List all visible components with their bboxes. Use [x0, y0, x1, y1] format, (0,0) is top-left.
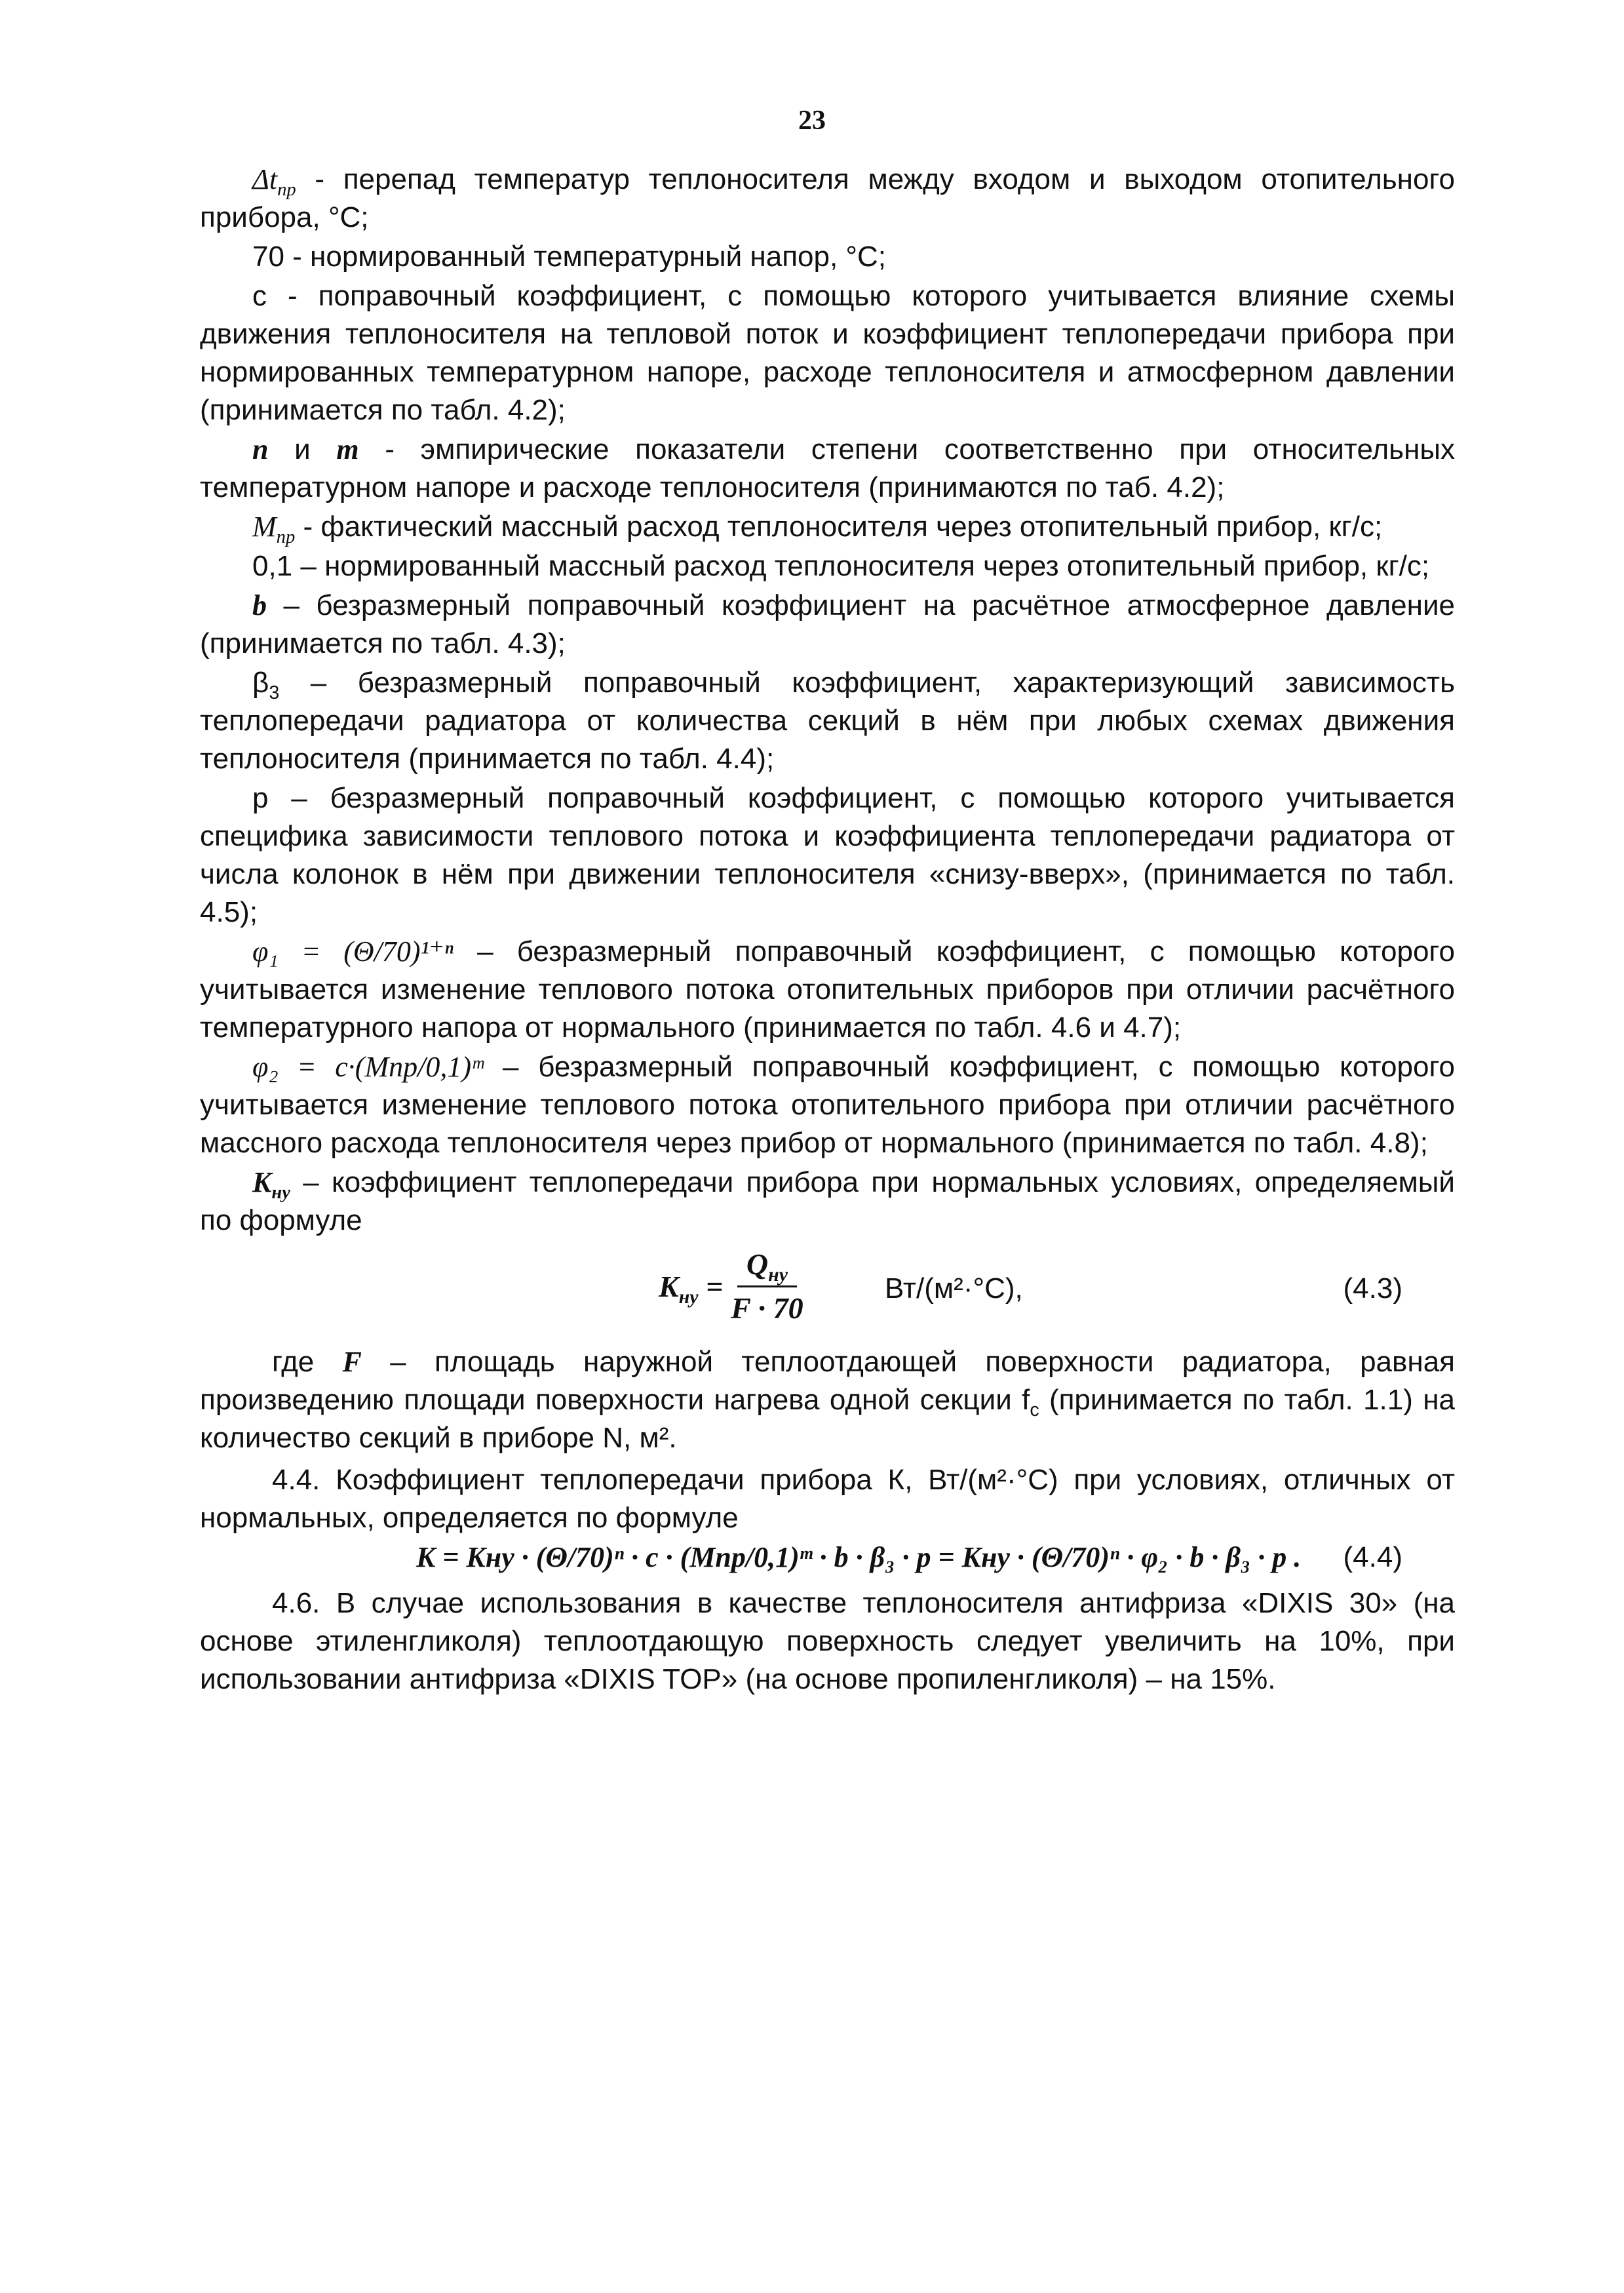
def-delta-t: $\Delta t_{пр}$ - перепад температур теплоносителя между входом и выходом отопительного прибора, °С; — [200, 163, 1455, 233]
para-4-4: 4.4. Коэффициент теплопередачи прибора К, Вт/(м²·°С) при условиях, отличных от нормальных, определяется по формуле — [200, 1464, 1455, 1534]
def-b: b – безразмерный поправочный коэффициент на расчётное атмосферное давление (принимается по табл. 4.3); — [200, 589, 1455, 659]
fraction-numerator: $Q_{ну}$ — [737, 1246, 797, 1287]
formula-4-3 — [200, 1246, 1455, 1338]
def-seventy: 70 - нормированный температурный напор, °С; — [252, 241, 887, 273]
where-f: где F – площадь наружной теплоотдающей поверхности радиатора, равная произведению площади поверхности нагрева одной секции $f_с$ (принимается по табл. 1.1) на количество секций в приборе N, м². — [200, 1346, 1455, 1454]
equation-number-4-4: (4.4) — [1343, 1541, 1402, 1573]
m-symbol: m — [336, 433, 359, 465]
n-symbol: n — [252, 433, 269, 465]
def-phi1: φ₁ = (Θ/70)¹⁺ⁿ – безразмерный поправочный коэффициент, с помощью которого учитывается изменение теплового потока отопительных приборов при отличии расчётного температурного напора от нормального (принимается по табл. 4.6 и 4.7); — [200, 935, 1455, 1044]
formula-4-4-expression: K = Kну · (Θ/70)ⁿ · c · (Mпр/0,1)ᵐ · b · β₃ · p = Kну · (Θ/70)ⁿ · φ₂ · b · β₃ · p . — [416, 1541, 1302, 1573]
def-k-ny: $K_{ну}$ – коэффициент теплопередачи прибора при нормальных условиях, определяемый по формуле — [200, 1166, 1455, 1236]
k-ny-symbol: $K_{ну}$ — [252, 1166, 290, 1203]
phi1-formula: φ₁ = (Θ/70)¹⁺ⁿ — [252, 935, 454, 968]
formula-4-3-units: Вт/(м²·°С), — [885, 1272, 1023, 1304]
def-c: с - поправочный коэффициент, с помощью которого учитывается влияние схемы движения теплоносителя на тепловой поток и коэффициент теплопередачи прибора при нормированных температурном напоре, расходе теплоносителя и атмосферном давлении (принимается по табл. 4.2); — [200, 280, 1455, 426]
formula-4-3-expression — [659, 1246, 803, 1327]
beta3-symbol: $\beta_3$ — [252, 667, 280, 703]
page-number: 23 — [798, 106, 826, 136]
formula-4-3-lhs: $K_{ну}$ = — [659, 1269, 724, 1308]
document-body — [200, 161, 1455, 1700]
def-phi2: φ₂ = c·(Mпр/0,1)ᵐ – безразмерный поправочный коэффициент, с помощью которого учитывается изменение теплового потока отопительного прибора при отличии расчётного массного расхода теплоносителя через прибор от нормального (принимается по табл. 4.8); — [200, 1051, 1455, 1159]
phi2-formula: φ₂ = c·(Mпр/0,1)ᵐ — [252, 1051, 484, 1083]
para-4-6: 4.6. В случае использования в качестве теплоносителя антифриза «DIXIS 30» (на основе этиленгликоля) теплоотдающую поверхность следует увеличить на 10%, при использовании антифриза «DIXIS TOP» (на основе пропиленгликоля) – на 15%. — [200, 1587, 1455, 1695]
m-pr-symbol: $M_{пр}$ — [252, 511, 296, 547]
def-n-m: n и m - эмпирические показатели степени соответственно при относительных температурном напоре и расходе теплоносителя (принимаются по таб. 4.2); — [200, 433, 1455, 503]
f-symbol: F — [342, 1346, 362, 1378]
def-zero-one: 0,1 – нормированный массный расход теплоносителя через отопительный прибор, кг/с; — [252, 550, 1430, 582]
equation-number-4-3: (4.3) — [1343, 1272, 1402, 1304]
def-m-pr: $M_{пр}$ - фактический массный расход теплоносителя через отопительный прибор, кг/с; — [252, 511, 1383, 547]
fraction-denominator: F · 70 — [731, 1291, 803, 1325]
fraction — [731, 1246, 803, 1327]
def-beta3: $\beta_3$ – безразмерный поправочный коэффициент, характеризующий зависимость теплопередачи радиатора от количества секций в нём при любых схемах движения теплоносителя (принимается по табл. 4.4); — [200, 667, 1455, 775]
def-p: р – безразмерный поправочный коэффициент, с помощью которого учитывается специфика зависимости теплового потока и коэффициента теплопередачи радиатора от числа колонок в нём при движении теплоносителя «снизу-вверх», (принимается по табл. 4.5); — [200, 782, 1455, 928]
b-symbol: b — [252, 589, 267, 621]
formula-4-4 — [200, 1538, 1455, 1582]
delta-t-symbol: $\Delta t_{пр}$ — [252, 163, 296, 200]
